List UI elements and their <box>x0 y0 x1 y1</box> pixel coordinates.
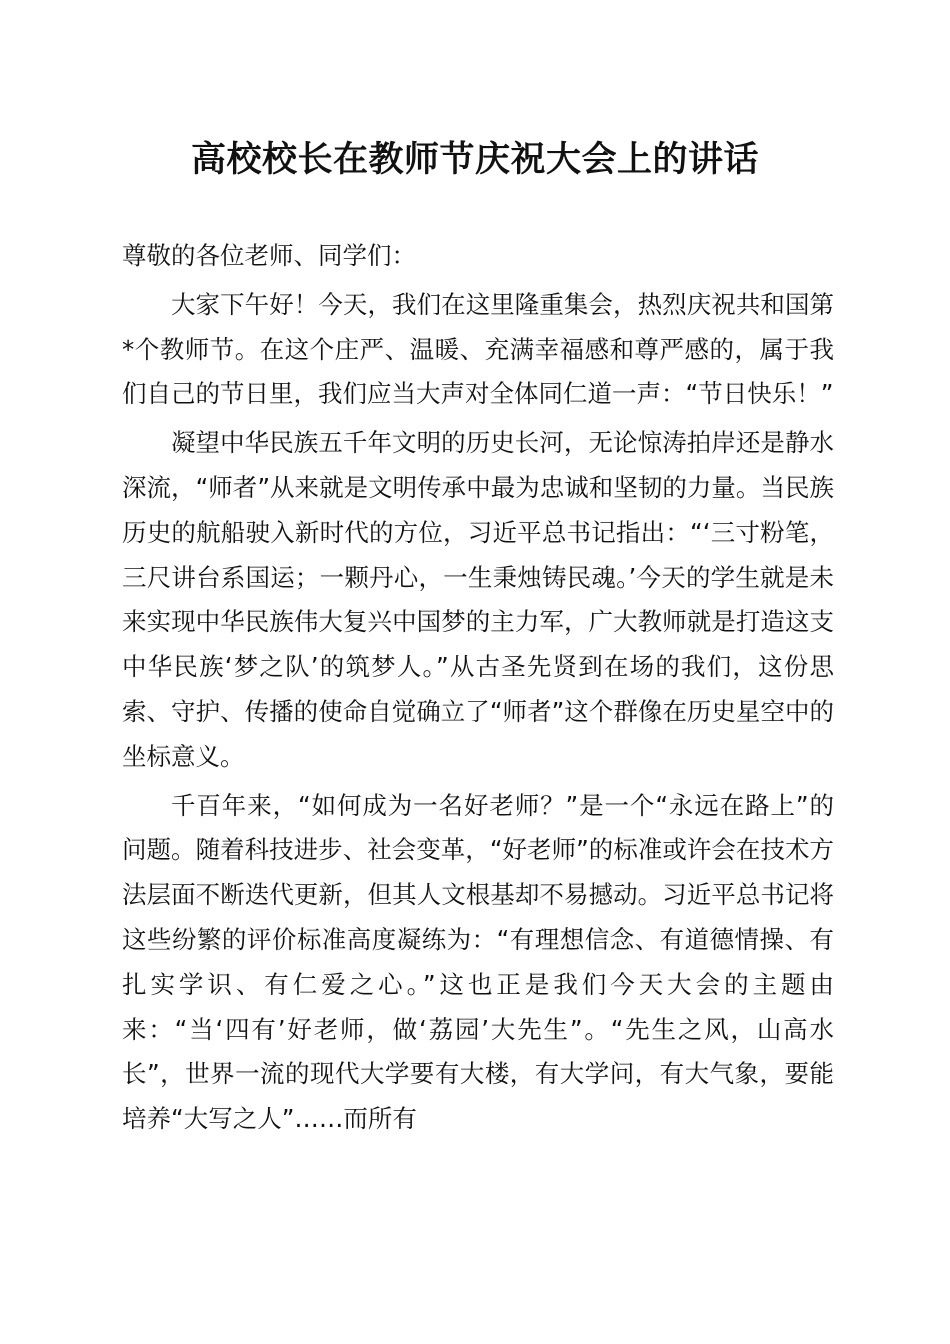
salutation: 尊敬的各位老师、同学们： <box>122 241 416 270</box>
paragraph-history: 凝望中华民族五千年文明的历史长河，无论惊涛拍岸还是静水深流，“师者”从来就是文明传承中最为忠诚和坚韧的力量。当民族历史的航船驶入新时代的方位，习近平总书记指出：“‘三寸粉笔，三尺讲台系国运；一颗丹心，一生秉烛铸民魂。’今天的学生就是未来实现中华民族伟大复兴中国梦的主力军，广大教师就是打造这支中华民族‘梦之队’的筑梦人。”从古圣先贤到在场的我们，这份思索、守护、传播的使命自觉确立了“师者”这个群像在历史星空中的坐标意义。 <box>122 428 834 771</box>
paragraph-good-teacher: 千百年来，“如何成为一名好老师？”是一个“永远在路上”的问题。随着科技进步、社会变革，“好老师”的标准或许会在技术方法层面不断迭代更新，但其人文根基却不易撼动。习近平总书记将这些纷繁的评价标准高度凝练为：“有理想信念、有道德情操、有扎实学识、有仁爱之心。”这也正是我们今天大会的主题由来：“当‘四有’好老师，做‘荔园’大先生”。“先生之风，山高水长”，世界一流的现代大学要有大楼，有大学问，有大气象，要能培养“大写之人”……而所有 <box>122 790 834 1134</box>
document-body <box>122 234 834 1146</box>
paragraph-greeting: 大家下午好！今天，我们在这里隆重集会，热烈庆祝共和国第*个教师节。在这个庄严、温暖、充满幸福感和尊严感的，属于我们自己的节日里，我们应当大声对全体同仁道一声：“节日快乐！” <box>122 289 834 409</box>
document-title: 高校校长在教师节庆祝大会上的讲话 <box>190 139 759 180</box>
